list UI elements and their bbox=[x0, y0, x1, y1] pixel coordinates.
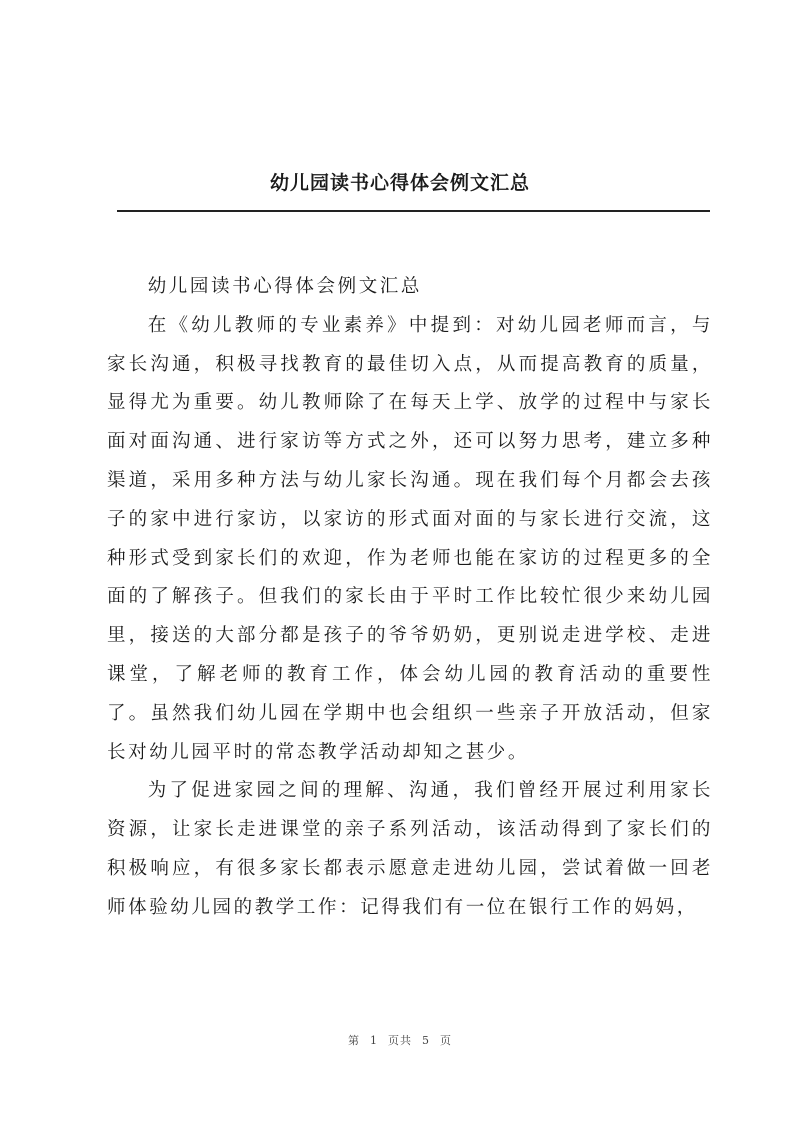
page-title: 幼儿园读书心得体会例文汇总 bbox=[269, 172, 530, 194]
footer-page-number: 1 bbox=[370, 1034, 378, 1047]
footer-suffix: 页 bbox=[440, 1034, 452, 1047]
document-body bbox=[107, 268, 713, 928]
title-divider bbox=[117, 210, 710, 212]
footer-prefix: 第 bbox=[348, 1034, 360, 1047]
paragraph: 在《幼儿教师的专业素养》中提到：对幼儿园老师而言，与家长沟通，积极寻找教育的最佳切入点，从而提高教育的质量，显得尤为重要。幼儿教师除了在每天上学、放学的过程中与家长面对面沟通、进行家访等方式之外，还可以努力思考，建立多种渠道，采用多种方法与幼儿家长沟通。现在我们每个月都会去孩子的家中进行家访，以家访的形式面对面的与家长进行交流，这种形式受到家长们的欢迎，作为老师也能在家访的过程更多的全面的了解孩子。但我们的家长由于平时工作比较忙很少来幼儿园里，接送的大部分都是孩子的爷爷奶奶，更别说走进学校、走进课堂，了解老师的教育工作，体会幼儿园的教育活动的重要性了。虽然我们幼儿园在学期中也会组织一些亲子开放活动，但家长对幼儿园平时的常态教学活动却知之甚少。 bbox=[107, 314, 713, 763]
footer-total-pages: 5 bbox=[422, 1034, 430, 1047]
footer-middle: 页共 bbox=[388, 1034, 412, 1047]
page-footer bbox=[0, 1032, 800, 1048]
paragraph: 为了促进家园之间的理解、沟通，我们曾经开展过利用家长资源，让家长走进课堂的亲子系列活动，该活动得到了家长们的积极响应，有很多家长都表示愿意走进幼儿园，尝试着做一回老师体验幼儿园的教学工作：记得我们有一位在银行工作的妈妈， bbox=[107, 780, 713, 918]
paragraph-heading: 幼儿园读书心得体会例文汇总 bbox=[147, 276, 422, 297]
